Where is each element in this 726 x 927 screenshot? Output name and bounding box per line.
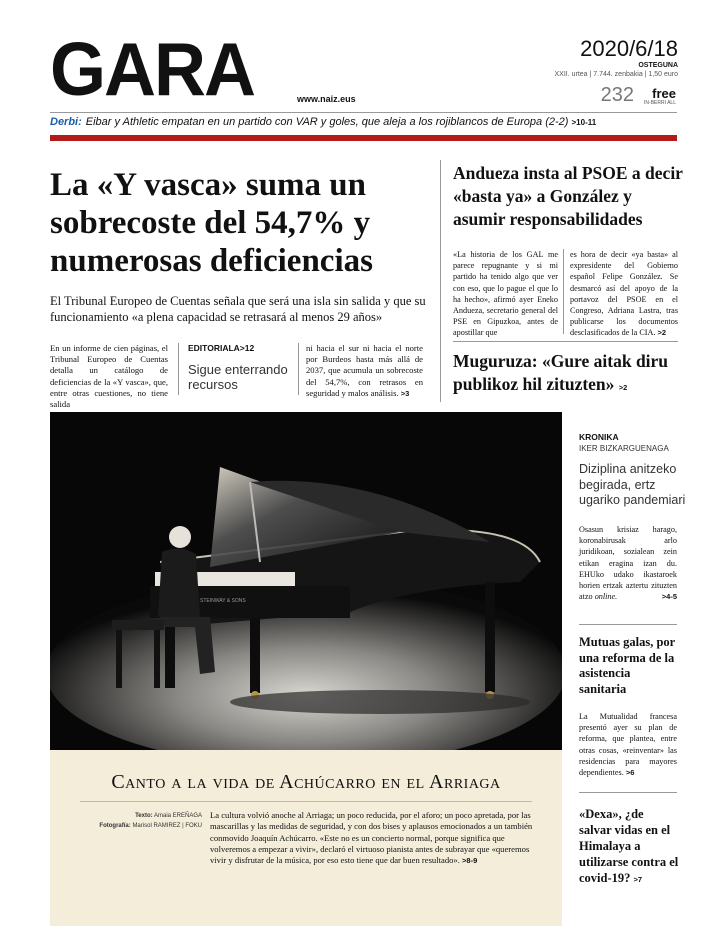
photo-credit bbox=[96, 823, 202, 829]
gara-logo[interactable]: GARA bbox=[50, 28, 254, 112]
caption-title[interactable]: Canto a la vida de Achúcarro en el Arriaga bbox=[111, 771, 501, 793]
mutuas-page-ref: >6 bbox=[625, 768, 635, 778]
derbi-teaser[interactable] bbox=[50, 116, 677, 128]
free-label: free bbox=[652, 86, 676, 101]
main-body-col3 bbox=[306, 343, 423, 399]
andueza-body-col2-text: es hora de decir «ya basta» al expresidente del Gobierno español Felipe González. Se desmarcó así del apoyo de la portavoz del PSOE en el Congreso, Adriana Lastra, tras publicarse los documentos desclasificados de la CIA. bbox=[570, 250, 678, 338]
column-divider bbox=[298, 343, 299, 395]
caption-page-ref: >8-9 bbox=[462, 856, 478, 866]
derbi-page-ref: >10-11 bbox=[571, 118, 597, 127]
photo-credit-label: Fotografía: bbox=[99, 823, 131, 829]
free-number: 232 bbox=[600, 84, 634, 106]
kronika-title[interactable]: Diziplina anitzeko begirada, ertz ugariko pandemiari bbox=[579, 462, 686, 507]
piano-brand: STEINWAY & SONS bbox=[200, 598, 246, 604]
issue-info: XXII. urtea | 7.744. zenbakia | 1,50 euro bbox=[554, 71, 678, 78]
caption-body: La cultura volvió anoche al Arriaga; un poco reducida, por el aforo; un poco apretada, por las mascarillas y las medidas de seguridad, y con dos bises y aplausos emocionados a un también conmovido Joaquín Achúcarro. «Este no es un concierto normal, porque significa que volveremos a empezar a vivir», declaró el virtuoso pianista antes de subrayar que «queremos vivir y disfrutar de la música, por eso esto tiene que dar buen resultado». bbox=[210, 810, 533, 866]
editorial-label[interactable] bbox=[188, 343, 254, 353]
main-lede: El Tribunal Europeo de Cuentas señala que será una isla sin salida y que su funcionamiento «a plena capacidad se retrasará al menos 29 años» bbox=[50, 294, 426, 324]
mutuas-headline[interactable]: Mutuas galas, por una reforma de la asistencia sanitaria bbox=[579, 635, 675, 696]
dexa-headline-text: «Dexa», ¿de salvar vidas en el Himalaya a utilizarse contra el covid-19? bbox=[579, 807, 679, 885]
text-credit bbox=[120, 813, 202, 819]
dexa-page-ref: >7 bbox=[633, 875, 643, 884]
side-divider bbox=[579, 792, 677, 793]
main-headline[interactable]: La «Y vasca» suma un sobrecoste del 54,7% y numerosas deficiencias bbox=[50, 167, 373, 279]
dexa-headline[interactable] bbox=[579, 806, 679, 888]
derbi-text: Eibar y Athletic empatan en un partido con VAR y goles, que aleja a los rojiblancos de Europa (2-2) bbox=[85, 116, 569, 128]
andueza-page-ref: >2 bbox=[657, 328, 667, 338]
column-divider bbox=[563, 249, 564, 334]
mutuas-text bbox=[579, 711, 677, 778]
weekday: OSTEGUNA bbox=[638, 62, 678, 69]
editorial-title[interactable]: Sigue enterrando recursos bbox=[188, 362, 288, 392]
section-divider bbox=[440, 160, 441, 402]
muguruza-headline[interactable] bbox=[453, 350, 683, 399]
issue-date: 2020/6/18 bbox=[580, 36, 678, 61]
website-link[interactable]: www.naiz.eus bbox=[297, 94, 356, 104]
editorial-page-ref: >12 bbox=[239, 343, 255, 353]
free-sub-label: IN-BERRI ALL bbox=[644, 100, 676, 106]
main-page-ref: >3 bbox=[400, 388, 410, 398]
caption-text bbox=[210, 810, 535, 866]
kronika-page-ref: >4-5 bbox=[661, 592, 677, 602]
text-credit-label: Texto: bbox=[135, 813, 153, 819]
caption-divider bbox=[80, 801, 532, 802]
muguruza-page-ref: >2 bbox=[618, 383, 628, 392]
kronika-author: IKER BIZKARGUENAGA bbox=[579, 444, 669, 453]
side-divider bbox=[579, 624, 677, 625]
masthead-divider bbox=[50, 112, 677, 113]
kronika-text bbox=[579, 524, 677, 602]
kronika-online: online. bbox=[594, 592, 618, 602]
column-divider bbox=[178, 343, 179, 395]
mutuas-body: La Mutualidad francesa presentó ayer su plan de reforma, que plantea, entre otras cosas, «reinventar» las residencias para mayores dependientes. bbox=[579, 712, 677, 778]
piano-illustration bbox=[50, 412, 562, 750]
red-rule bbox=[50, 135, 677, 141]
kronika-body: Osasun krisiaz harago, koronabirusak arlo juridikoan, sozialean zein etikan eragina izan du. EHUko udako ikastaroek horien ertzak aztertu zituzten atzo bbox=[579, 525, 677, 602]
main-body-col3-text: ni hacia el sur ni hacia el norte por Burdeos hasta más allá de 2037, que acumula un sobrecoste del 54,7%, con retrasos en seguridad y malos análisis. bbox=[306, 343, 423, 398]
photo-credit-name: Marisol RAMIREZ | FOKU bbox=[132, 823, 202, 829]
andueza-body-col2 bbox=[570, 249, 678, 339]
andueza-headline[interactable]: Andueza insta al PSOE a decir «basta ya» a González y asumir responsabilidades bbox=[453, 163, 683, 229]
main-body-col1: En un informe de cien páginas, el Tribunal Europeo de Cuentas detalla un catálogo de deficiencias de la «Y vasca», que, entre otras cuestiones, no tiene salida bbox=[50, 343, 168, 410]
side-divider bbox=[453, 341, 678, 342]
andueza-body-col1: «La historia de los GAL me parece repugnante y si mi partido ha tenido algo que ver con eso, que lo pague el que lo ha hecho», afirmó ayer Eneko Andueza, secretario general del PSE en Gipuzkoa, antes de apostillar que bbox=[453, 250, 558, 338]
derbi-tag: Derbi: bbox=[50, 116, 82, 128]
kronika-label: KRONIKA bbox=[579, 432, 619, 442]
text-credit-name: Amaia EREÑAGA bbox=[153, 813, 202, 819]
piano-photo[interactable] bbox=[50, 412, 562, 750]
editorial-label-text: EDITORIALA bbox=[188, 343, 240, 353]
muguruza-headline-text: Muguruza: «Gure aitak diru publikoz hil zituzten» bbox=[453, 351, 669, 394]
